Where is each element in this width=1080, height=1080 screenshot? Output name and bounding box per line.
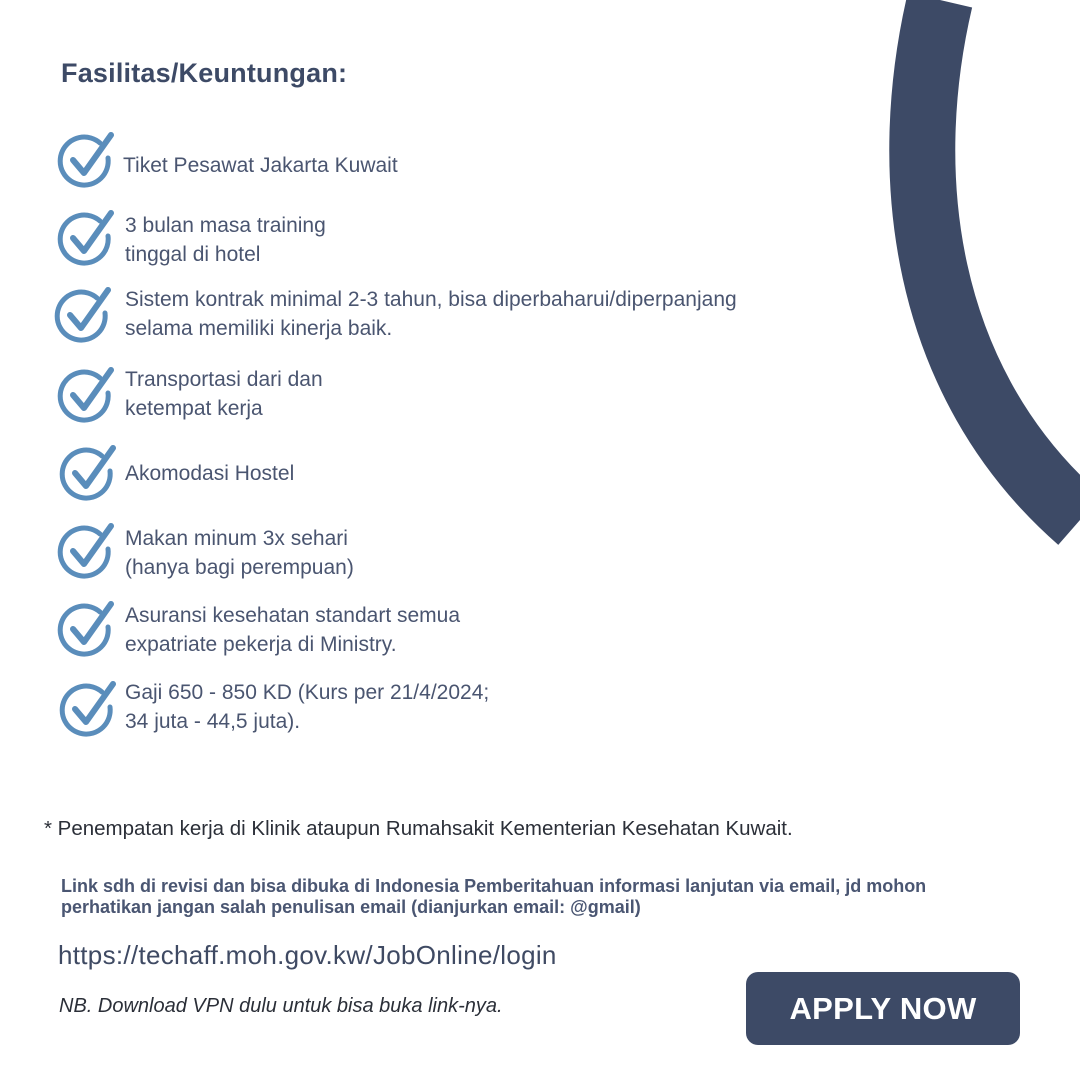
benefit-line: (hanya bagi perempuan) <box>125 556 354 579</box>
check-circle-icon <box>56 522 114 580</box>
check-circle-icon <box>56 600 114 658</box>
apply-now-button[interactable]: APPLY NOW <box>746 972 1020 1045</box>
check-circle-icon <box>56 366 114 424</box>
benefit-line: Gaji 650 - 850 KD (Kurs per 21/4/2024; <box>125 681 490 704</box>
check-circle-icon <box>56 209 114 267</box>
benefit-line: expatriate pekerja di Ministry. <box>125 633 397 656</box>
check-circle-icon <box>58 444 116 502</box>
page-title: Fasilitas/Keuntungan: <box>61 58 348 88</box>
check-circle-icon <box>58 680 116 738</box>
benefit-line: selama memiliki kinerja baik. <box>125 317 393 340</box>
benefit-line: Asuransi kesehatan standart semua <box>125 604 461 627</box>
benefit-line: Transportasi dari dan <box>125 368 323 391</box>
vpn-note: NB. Download VPN dulu untuk bisa buka link-nya. <box>59 995 503 1017</box>
placement-note: * Penempatan kerja di Klinik ataupun Rumahsakit Kementerian Kesehatan Kuwait. <box>44 817 793 840</box>
check-circle-icon <box>56 131 114 189</box>
benefit-line: Sistem kontrak minimal 2-3 tahun, bisa diperbaharui/diperpanjang <box>125 288 737 311</box>
check-circle-icon <box>53 286 111 344</box>
benefit-line: Makan minum 3x sehari <box>125 527 348 550</box>
benefit-line: ketempat kerja <box>125 397 263 420</box>
benefit-line: tinggal di hotel <box>125 243 261 266</box>
benefit-line: 34 juta - 44,5 juta). <box>125 710 301 733</box>
job-online-link[interactable]: https://techaff.moh.gov.kw/JobOnline/login <box>58 940 557 970</box>
benefit-line: Akomodasi Hostel <box>125 462 295 485</box>
benefit-line: Tiket Pesawat Jakarta Kuwait <box>123 154 398 177</box>
link-revision-notice: Link sdh di revisi dan bisa dibuka di Indonesia Pemberitahuan informasi lanjutan via email, jd mohon perhatikan jangan salah penulisan email (dianjurkan email: @gmail) <box>61 876 927 917</box>
benefit-line: 3 bulan masa training <box>125 214 326 237</box>
